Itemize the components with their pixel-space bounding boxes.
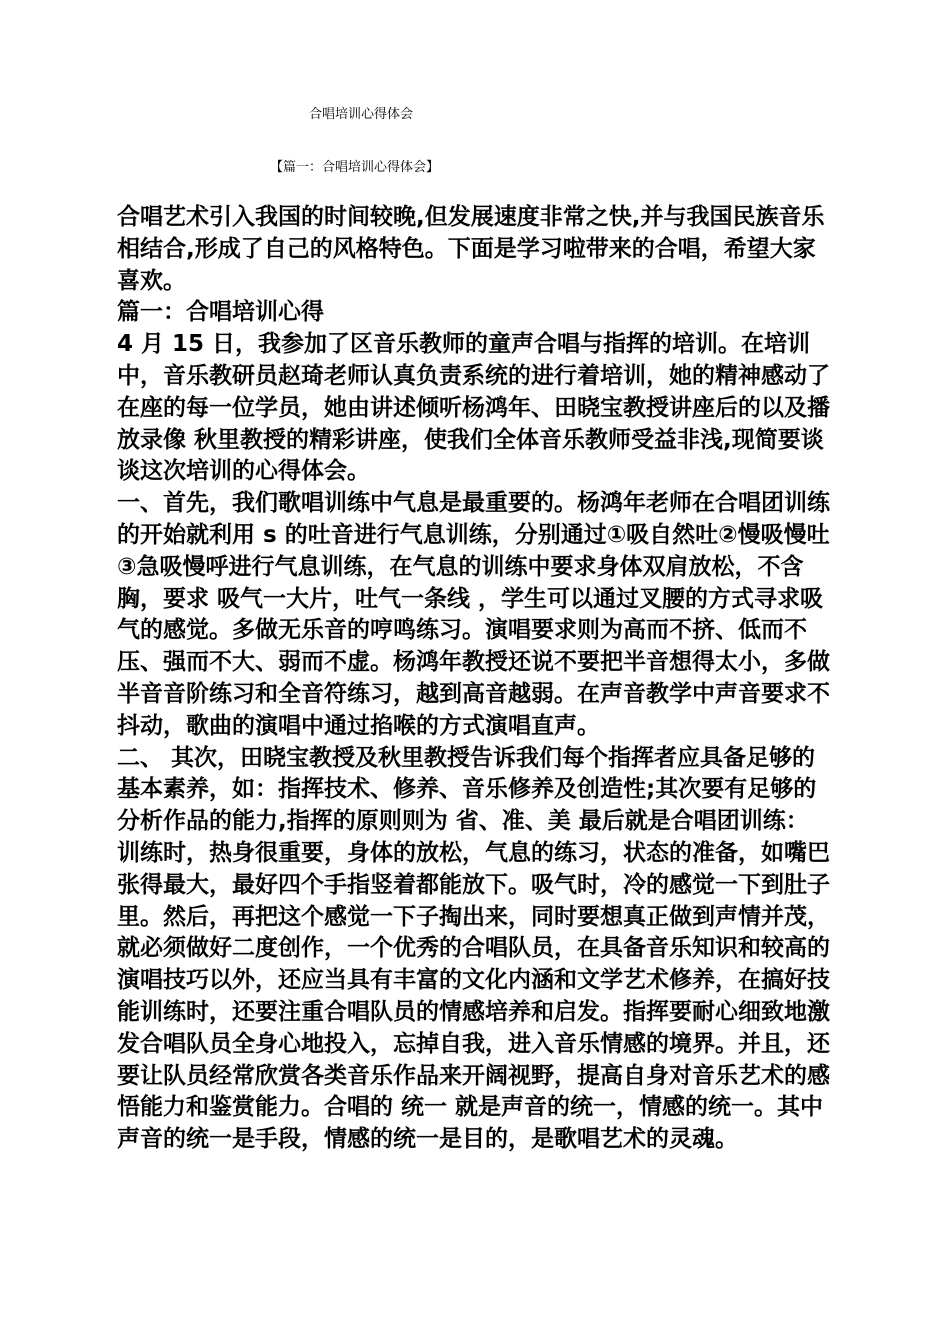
section-heading: 篇一：合唱培训心得 <box>117 299 324 326</box>
paragraph-training-overview: 4 月 15 日，我参加了区音乐教师的童声合唱与指挥的培训。在培训中，音乐教研员赵琦老师认真负责系统的进行着培训，她的精神感动了在座的每一位学员，她由讲述倾听杨鸿年、田晓宝教授讲座后的以及播放录像 秋里教授的精彩讲座，使我们全体音乐教师受益非浅,现简要谈谈这次培训的心得体会。 <box>117 331 830 485</box>
paragraph-point-two: 二、 其次，田晓宝教授及秋里教授告诉我们每个指挥者应具备足够的基本素养，如：指挥技术、修养、音乐修养及创造性;其次要有足够的分析作品的能力,指挥的原则则为 省、准、美 最后就是合唱团训练：训练时，热身很重要，身体的放松，气息的练习，状态的准备，如嘴巴张得最大，最好四个手指竖着都能放下。吸气时，冷的感觉一下到肚子里。然后，再把这个感觉一下子掏出来，同时要想真正做到声情并茂，就必须做好二度创作，一个优秀的合唱队员，在具备音乐知识和较高的演唱技巧以外，还应当具有丰富的文化内涵和文学艺术修养，在搞好技能训练时，还要注重合唱队员的情感培养和启发。指挥要耐心细致地激发合唱队员全身心地投入，忘掉自我，进入音乐情感的境界。并且，还要让队员经常欣赏各类音乐作品来开阔视野，提高自身对音乐艺术的感悟能力和鉴赏能力。合唱的 统一 就是声音的统一，情感的统一。其中声音的统一是手段，情感的统一是目的，是歌唱艺术的灵魂。 <box>117 744 830 1153</box>
paragraph-intro: 合唱艺术引入我国的时间较晚,但发展速度非常之快,并与我国民族音乐相结合,形成了自己的风格特色。下面是学习啦带来的合唱，希望大家喜欢。 <box>117 204 825 294</box>
document-title: 合唱培训心得体会 <box>309 107 414 122</box>
document-subtitle: 【篇一：合唱培训心得体会】 <box>270 160 440 175</box>
document-body <box>117 202 831 1156</box>
paragraph-point-one: 一、首先，我们歌唱训练中气息是最重要的。杨鸿年老师在合唱团训练的开始就利用 s 的吐音进行气息训练，分别通过①吸自然吐②慢吸慢吐③急吸慢呼进行气息训练，在气息的训练中要求身体双肩放松，不含胸，要求 吸气一大片，吐气一条线 ，学生可以通过叉腰的方式寻求吸气的感觉。多做无乐音的哼鸣练习。演唱要求则为高而不挤、低而不压、强而不大、弱而不虚。杨鸿年教授还说不要把半音想得太小，多做半音音阶练习和全音符练习，越到高音越弱。在声音教学中声音要求不抖动，歌曲的演唱中通过掐喉的方式演唱直声。 <box>117 490 830 739</box>
